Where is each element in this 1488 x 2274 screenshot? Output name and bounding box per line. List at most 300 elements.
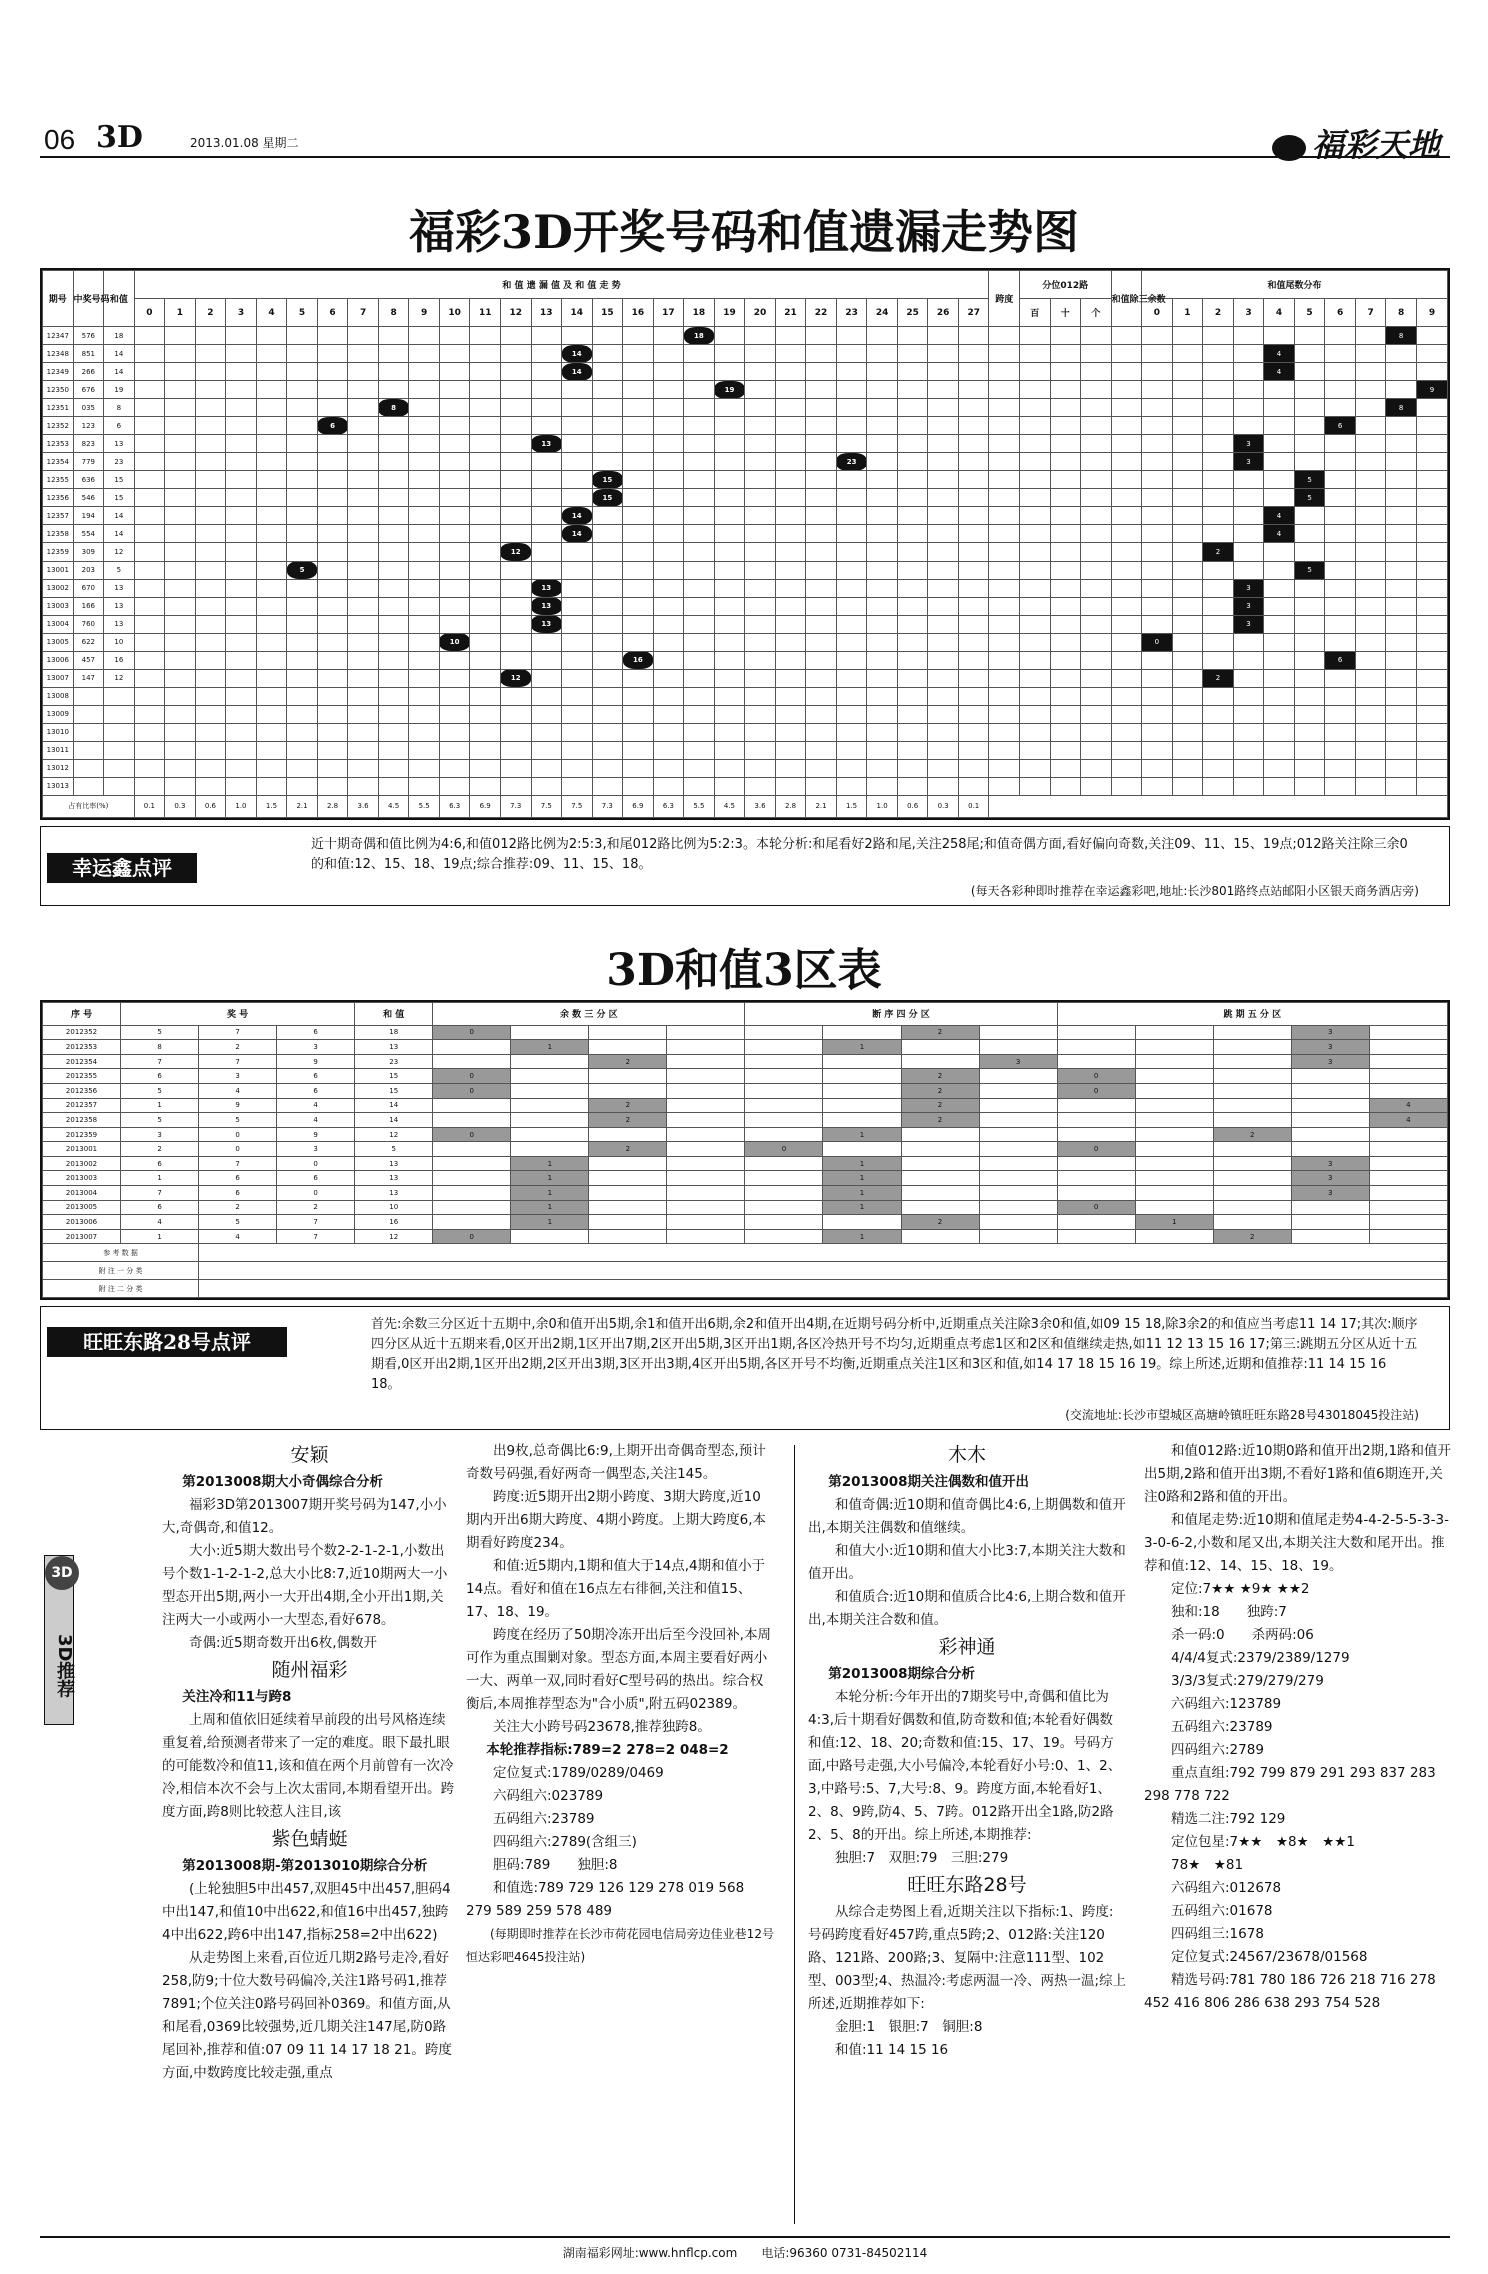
zone3-cell: 2 <box>589 1142 667 1157</box>
trend-cell <box>439 651 470 669</box>
tail-cell <box>1386 759 1417 777</box>
summary-cell <box>199 1244 1448 1262</box>
tail-cell <box>1386 417 1417 435</box>
tail-header: 7 <box>1355 299 1386 327</box>
zone5-cell <box>1369 1200 1447 1215</box>
trend-cell <box>958 543 989 561</box>
tail-cell <box>1172 435 1203 453</box>
tail-cell <box>1172 705 1203 723</box>
tail-cell <box>1264 633 1295 651</box>
trend-cell <box>806 435 837 453</box>
row-cell: 266 <box>73 363 104 381</box>
trend-cell <box>256 741 287 759</box>
stat-cell <box>1081 651 1112 669</box>
tail-cell <box>1386 363 1417 381</box>
trend-cell <box>562 741 593 759</box>
trend-cell <box>165 777 196 795</box>
trend-cell <box>226 543 257 561</box>
trend-cell <box>165 453 196 471</box>
trend-cell <box>806 705 837 723</box>
trend-cell <box>623 759 654 777</box>
tail-cell <box>1355 471 1386 489</box>
stat-cell <box>1111 525 1142 543</box>
tail-cell <box>1325 543 1356 561</box>
tail-cell <box>1203 507 1234 525</box>
sum-header: 11 <box>470 299 501 327</box>
table-header-row <box>43 271 1448 299</box>
trend-cell <box>378 561 409 579</box>
zone4-cell <box>823 1142 901 1157</box>
trend-cell <box>867 651 898 669</box>
trend-cell <box>867 741 898 759</box>
tail-cell <box>1264 759 1295 777</box>
recommend-line: 78★ ★81 <box>1171 1857 1244 1873</box>
tail-cell <box>1355 327 1386 345</box>
ratio-cell: 4.5 <box>378 795 409 817</box>
row-cell: 13005 <box>43 633 74 651</box>
tail-ball: 5 <box>1294 489 1325 507</box>
article-subtitle: 第2013008期-第2013010期综合分析 <box>182 1858 428 1874</box>
column-divider <box>794 1445 795 2224</box>
trend-cell <box>348 633 379 651</box>
row-cell: 15 <box>104 489 135 507</box>
trend-cell <box>775 723 806 741</box>
sum-header: 26 <box>928 299 959 327</box>
trend-cell <box>409 561 440 579</box>
table-row <box>43 1142 1448 1157</box>
trend-cell <box>806 651 837 669</box>
tail-header: 3 <box>1233 299 1264 327</box>
tail-cell <box>1355 759 1386 777</box>
trend-cell <box>378 507 409 525</box>
tail-cell <box>1386 345 1417 363</box>
trend-cell <box>714 435 745 453</box>
tail-cell <box>1294 741 1325 759</box>
tail-cell <box>1172 669 1203 687</box>
stat-cell <box>1081 435 1112 453</box>
trend-cell <box>500 687 531 705</box>
trend-cell <box>500 597 531 615</box>
table-row <box>43 705 1448 723</box>
trend-cell <box>836 741 867 759</box>
zone5-cell <box>1213 1084 1291 1099</box>
row-cell: 5 <box>355 1142 433 1157</box>
article-heading: 紫色蜻蜓 <box>271 1828 348 1850</box>
stat-cell <box>1020 597 1051 615</box>
trend-cell <box>562 615 593 633</box>
stat-cell <box>989 363 1020 381</box>
row-cell: 2012352 <box>43 1025 121 1040</box>
zone4-cell <box>979 1040 1057 1055</box>
trend-cell <box>317 669 348 687</box>
zone4-cell <box>979 1215 1057 1230</box>
tail-cell <box>1142 435 1173 453</box>
trend-cell <box>378 597 409 615</box>
trend-cell <box>226 381 257 399</box>
tail-cell <box>1386 651 1417 669</box>
zone4-cell <box>745 1025 823 1040</box>
comment-text: 近十期奇偶和值比例为4:6,和值012路比例为2:5:3,和尾012路比例为5:2:3。本轮分析:和尾看好2路和尾,关注258尾;和值奇偶方面,看好偏向奇数,关注09、11、15、19点;012路关注除三余0的和值:12、15、18、19点;综合推荐:09、11、15、18。 <box>311 837 1408 872</box>
sum-header: 8 <box>378 299 409 327</box>
trend-cell <box>562 471 593 489</box>
table-row <box>43 453 1448 471</box>
trend-cell <box>134 363 165 381</box>
stat-cell <box>1050 417 1081 435</box>
trend-cell <box>195 669 226 687</box>
tail-cell <box>1416 561 1447 579</box>
recommend-line: 和值选:789 729 126 129 278 019 568 279 589 259 578 489 <box>466 1880 745 1919</box>
row-cell: 4 <box>199 1229 277 1244</box>
trend-cell <box>195 705 226 723</box>
tail-cell <box>1416 453 1447 471</box>
sum-header: 27 <box>958 299 989 327</box>
article-section <box>162 1444 457 1655</box>
trend-cell <box>653 597 684 615</box>
row-cell: 576 <box>73 327 104 345</box>
ratio-row <box>43 795 1448 817</box>
comment-box-2 <box>40 1306 1450 1430</box>
tail-cell <box>1142 363 1173 381</box>
trend-cell <box>623 507 654 525</box>
trend-cell <box>684 777 715 795</box>
tail-cell <box>1325 435 1356 453</box>
trend-cell <box>714 669 745 687</box>
trend-cell <box>836 669 867 687</box>
stat-cell <box>989 651 1020 669</box>
stat-cell <box>1050 381 1081 399</box>
row-cell: 2012355 <box>43 1069 121 1084</box>
trend-cell <box>592 435 623 453</box>
row-cell: 6 <box>199 1186 277 1201</box>
stat-cell <box>1050 615 1081 633</box>
tail-cell <box>1203 453 1234 471</box>
zone4-cell <box>901 1156 979 1171</box>
stat-cell <box>1020 327 1051 345</box>
tail-cell <box>1355 543 1386 561</box>
summary-cell <box>199 1280 1448 1298</box>
table-row <box>43 399 1448 417</box>
row-cell: 13002 <box>43 579 74 597</box>
trend-cell <box>684 633 715 651</box>
trend-cell <box>409 417 440 435</box>
trend-cell <box>348 705 379 723</box>
3d-ball-icon: 3D <box>45 1556 79 1590</box>
trend-cell <box>348 417 379 435</box>
trend-cell <box>470 345 501 363</box>
tail-cell <box>1325 759 1356 777</box>
recommend-line: 六码组六:012678 <box>1171 1880 1282 1896</box>
article-paragraph: 和值奇偶:近10期和值奇偶比4:6,上期偶数和值开出,本期关注偶数和值继续。 <box>808 1497 1126 1536</box>
stat-cell <box>1020 615 1051 633</box>
tail-cell <box>1142 615 1173 633</box>
trend-cell <box>562 561 593 579</box>
sum-ball: 23 <box>836 453 867 471</box>
zone3-cell <box>589 1171 667 1186</box>
trend-cell <box>317 579 348 597</box>
tail-header: 6 <box>1325 299 1356 327</box>
trend-cell <box>226 453 257 471</box>
trend-cell <box>928 471 959 489</box>
recommend-line: 定位包星:7★★ ★8★ ★★1 <box>1171 1834 1355 1850</box>
article-section <box>466 1716 774 1969</box>
tail-cell <box>1325 381 1356 399</box>
zone3-cell <box>667 1156 745 1171</box>
trend-cell <box>836 723 867 741</box>
article-paragraph: 本轮分析:今年开出的7期奖号中,奇偶和值比为4:3,后十期看好偶数和值,防奇数和值;本轮看好偶数和值:12、18、20;奇数和值:15、17、19。号码方面,中路号走强,大小号偏冷,本轮看好小号:0、1、2、3,中路号:5、7,大号:8、9。跨度方面,本轮看好1、2、8、9跨,防4、5、7跨。012路开出全1路,防2路2、5、8的开出。综上所述,本期推荐: <box>808 1689 1122 1843</box>
tail-cell <box>1386 687 1417 705</box>
table-header-row <box>43 1003 1448 1026</box>
trend-cell <box>317 399 348 417</box>
trend-cell <box>836 705 867 723</box>
zone4-cell: 2 <box>901 1098 979 1113</box>
stat-cell <box>989 687 1020 705</box>
stat-cell <box>1050 579 1081 597</box>
tail-ball: 2 <box>1203 543 1234 561</box>
tail-cell <box>1416 687 1447 705</box>
trend-cell <box>409 669 440 687</box>
zone5-cell <box>1057 1156 1135 1171</box>
table-row <box>43 669 1448 687</box>
page-number: 06 <box>44 124 76 155</box>
trend-cell <box>714 453 745 471</box>
trend-cell <box>378 741 409 759</box>
sum-ball: 13 <box>531 615 562 633</box>
trend-cell <box>531 507 562 525</box>
tail-cell <box>1416 705 1447 723</box>
stat-cell <box>989 741 1020 759</box>
trend-cell <box>958 597 989 615</box>
stat-cell <box>1111 615 1142 633</box>
trend-cell <box>226 417 257 435</box>
trend-cell <box>714 327 745 345</box>
trend-cell <box>226 741 257 759</box>
tail-cell <box>1172 327 1203 345</box>
tail-cell <box>1294 345 1325 363</box>
tail-cell <box>1142 489 1173 507</box>
trend-cell <box>714 507 745 525</box>
trend-cell <box>531 669 562 687</box>
zone5-cell: 3 <box>1291 1025 1369 1040</box>
trend-cell <box>653 381 684 399</box>
trend-cell <box>958 363 989 381</box>
stat-cell <box>1050 723 1081 741</box>
trend-cell <box>653 741 684 759</box>
trend-cell <box>500 381 531 399</box>
tail-cell <box>1325 723 1356 741</box>
tail-ball: 2 <box>1203 669 1234 687</box>
trend-cell <box>531 345 562 363</box>
trend-cell <box>592 507 623 525</box>
trend-cell <box>623 741 654 759</box>
zone5-cell: 2 <box>1213 1229 1291 1244</box>
table-row <box>43 777 1448 795</box>
trend-cell <box>714 579 745 597</box>
trend-cell <box>378 327 409 345</box>
trend-cell <box>592 777 623 795</box>
tail-cell <box>1325 399 1356 417</box>
trend-cell <box>684 507 715 525</box>
trend-cell <box>165 741 196 759</box>
trend-cell <box>592 561 623 579</box>
tail-cell <box>1203 327 1234 345</box>
trend-cell <box>897 561 928 579</box>
article-section <box>1144 1440 1456 1578</box>
trend-cell <box>714 741 745 759</box>
trend-cell <box>562 597 593 615</box>
row-cell: 457 <box>73 651 104 669</box>
trend-cell <box>439 381 470 399</box>
trend-cell <box>531 705 562 723</box>
trend-cell <box>714 633 745 651</box>
ratio-cell: 2.8 <box>775 795 806 817</box>
tail-cell <box>1264 435 1295 453</box>
trend-cell <box>745 507 776 525</box>
zone5-cell: 2 <box>1213 1127 1291 1142</box>
zone3-cell <box>511 1054 589 1069</box>
trend-cell <box>867 543 898 561</box>
trend-cell <box>134 777 165 795</box>
stat-cell <box>989 543 1020 561</box>
row-cell: 2013003 <box>43 1171 121 1186</box>
tail-cell <box>1355 579 1386 597</box>
stat-cell <box>989 759 1020 777</box>
sum-ball: 8 <box>378 399 409 417</box>
row-cell: 13 <box>104 597 135 615</box>
sum-header: 22 <box>806 299 837 327</box>
side-tag <box>44 1555 74 1725</box>
stat-cell <box>1111 597 1142 615</box>
trend-cell <box>958 435 989 453</box>
tail-ball: 4 <box>1264 507 1295 525</box>
trend-cell <box>195 507 226 525</box>
trend-cell <box>684 669 715 687</box>
trend-cell <box>256 435 287 453</box>
zone3-cell <box>667 1127 745 1142</box>
trend-cell <box>806 633 837 651</box>
table-row <box>43 417 1448 435</box>
tail-cell <box>1355 777 1386 795</box>
trend-cell <box>653 579 684 597</box>
recommend-line: 五码组六:23789 <box>493 1811 595 1827</box>
row-cell: 194 <box>73 507 104 525</box>
row-cell: 5 <box>199 1113 277 1128</box>
trend-cell <box>623 399 654 417</box>
row-cell: 12 <box>355 1127 433 1142</box>
trend-cell <box>684 363 715 381</box>
table-row <box>43 471 1448 489</box>
article-section <box>162 1659 457 1824</box>
sum-ball: 15 <box>592 471 623 489</box>
trend-cell <box>439 435 470 453</box>
tail-cell <box>1386 507 1417 525</box>
tail-cell <box>1142 399 1173 417</box>
stat-cell <box>1020 471 1051 489</box>
row-cell <box>104 759 135 777</box>
zone5-cell <box>1369 1054 1447 1069</box>
trend-cell <box>409 471 440 489</box>
row-cell: 0 <box>277 1186 355 1201</box>
stat-cell <box>989 507 1020 525</box>
trend-cell <box>500 759 531 777</box>
article-heading: 随州福彩 <box>271 1659 348 1681</box>
trend-cell <box>134 579 165 597</box>
zone3-cell <box>589 1200 667 1215</box>
header-cell: 和值尾数分布 <box>1142 271 1448 299</box>
tail-ball: 4 <box>1264 363 1295 381</box>
tail-cell <box>1355 741 1386 759</box>
row-cell: 2012359 <box>43 1127 121 1142</box>
tail-cell <box>1203 615 1234 633</box>
table-row <box>43 723 1448 741</box>
summary-label: 附 注 一 分 类 <box>43 1262 199 1280</box>
sum-header: 23 <box>836 299 867 327</box>
sum-header: 7 <box>348 299 379 327</box>
trend-cell <box>928 723 959 741</box>
trend-cell <box>745 345 776 363</box>
trend-cell <box>592 759 623 777</box>
zone3-cell <box>589 1040 667 1055</box>
trend-cell <box>378 669 409 687</box>
stat-cell <box>1111 507 1142 525</box>
zone3-cell <box>433 1142 511 1157</box>
sum-zone-table <box>40 1000 1450 1300</box>
trend-cell <box>958 327 989 345</box>
trend-cell <box>806 543 837 561</box>
trend-cell <box>317 345 348 363</box>
row-cell: 309 <box>73 543 104 561</box>
trend-cell <box>562 327 593 345</box>
article-paragraph: (上轮独胆5中出457,双胆45中出457,胆码4中出147,和值10中出622,和值16中出457,独跨4中出622,跨6中出147,指标258=2中出622) <box>162 1881 451 1943</box>
trend-cell <box>867 399 898 417</box>
trend-cell <box>775 471 806 489</box>
trend-cell <box>165 705 196 723</box>
trend-cell <box>745 651 776 669</box>
tail-cell <box>1172 723 1203 741</box>
trend-cell <box>928 633 959 651</box>
row-cell: 12348 <box>43 345 74 363</box>
trend-cell <box>317 633 348 651</box>
sum-header: 13 <box>531 299 562 327</box>
tail-cell <box>1294 723 1325 741</box>
trend-cell <box>958 453 989 471</box>
zone4-cell <box>979 1156 1057 1171</box>
trend-cell <box>714 687 745 705</box>
trend-cell <box>256 345 287 363</box>
tail-cell <box>1233 417 1264 435</box>
stat-cell <box>1111 723 1142 741</box>
tail-cell <box>1172 615 1203 633</box>
trend-cell <box>928 669 959 687</box>
zone5-cell <box>1369 1084 1447 1099</box>
row-cell: 4 <box>277 1113 355 1128</box>
trend-cell <box>378 417 409 435</box>
trend-cell <box>745 759 776 777</box>
trend-cell <box>623 489 654 507</box>
trend-cell <box>928 363 959 381</box>
stat-cell <box>1020 435 1051 453</box>
trend-cell <box>256 399 287 417</box>
trend-cell <box>226 759 257 777</box>
trend-cell <box>287 525 318 543</box>
table-row <box>43 543 1448 561</box>
brand-name: 福彩天地 <box>1311 126 1440 164</box>
zone3-cell: 1 <box>511 1186 589 1201</box>
trend-cell <box>745 597 776 615</box>
article-section <box>808 1874 1126 2062</box>
trend-cell <box>684 615 715 633</box>
tail-cell <box>1294 777 1325 795</box>
trend-cell <box>562 687 593 705</box>
